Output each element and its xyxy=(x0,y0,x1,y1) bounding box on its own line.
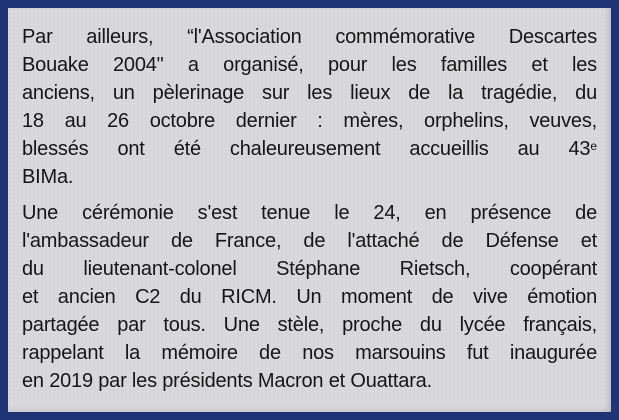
text-line: rappelant la mémoire de nos marsouins fut inaugurée xyxy=(22,342,597,364)
text-line: blessés ont été chaleureusement accueillis au 43e xyxy=(22,138,597,160)
text-line: Bouake 2004" a organisé, pour les familles et les xyxy=(22,54,597,76)
text-line: Par ailleurs, “l'Association commémorative Descartes xyxy=(22,26,597,48)
text-line: et ancien C2 du RICM. Un moment de vive émotion xyxy=(22,286,597,308)
text-line: anciens, un pèlerinage sur les lieux de la tragédie, du xyxy=(22,82,597,104)
text-line: Une cérémonie s'est tenue le 24, en présence de xyxy=(22,202,597,224)
text-line: en 2019 par les présidents Macron et Ouattara. xyxy=(22,370,432,392)
paragraph xyxy=(22,23,597,191)
text-line: BIMa. xyxy=(22,166,74,188)
text-line: du lieutenant-colonel Stéphane Rietsch, coopérant xyxy=(22,258,597,280)
superscript-ordinal: e xyxy=(590,138,597,153)
article xyxy=(22,23,597,395)
text-line: 18 au 26 octobre dernier : mères, orphelins, veuves, xyxy=(22,110,597,132)
text-line: partagée par tous. Une stèle, proche du lycée français, xyxy=(22,314,597,336)
text-line: l'ambassadeur de France, de l'attaché de Défense et xyxy=(22,230,597,252)
paragraph xyxy=(22,199,597,395)
